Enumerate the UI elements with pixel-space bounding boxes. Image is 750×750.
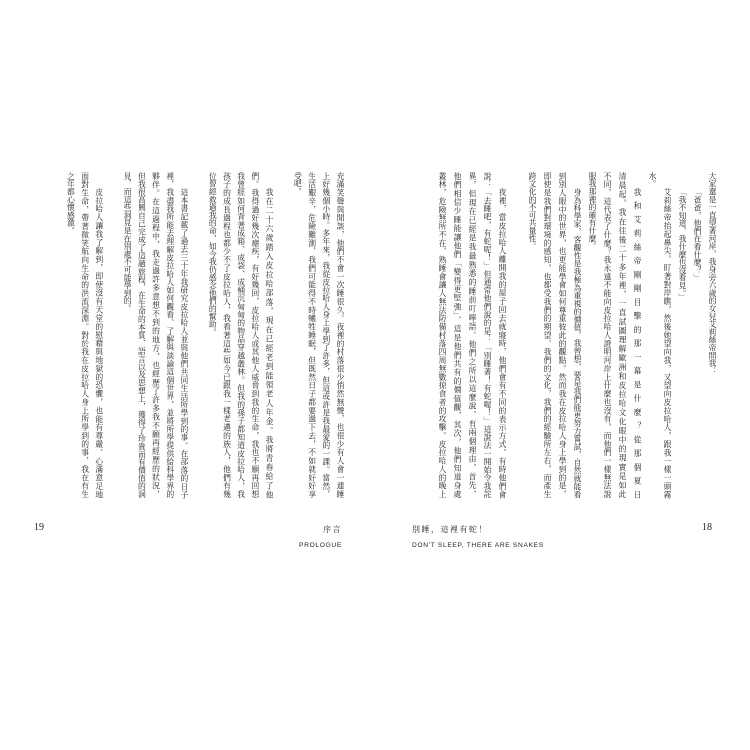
text-column: 皮拉哈人讓我了解到，即使沒有天堂的慰藉與地獄的恐懼，也能有尊嚴、心滿意足地: [94, 187, 104, 498]
text-column: 我曾經如何背著成箱、成袋、成桶沉甸甸的物品穿越叢林。但我的孫子都知道皮拉哈人，我: [236, 172, 246, 498]
text-column: 大家還是一直望著河岸，我身旁六歲的女兒艾莉絲帝問我：: [708, 172, 717, 375]
text-column: 孩子的成長過程也都少不了皮拉哈人，我看著這些如今已跟我一樣老邁的族人，他們有幾: [222, 172, 232, 498]
right-page: [375, 0, 750, 750]
section-break: [191, 172, 205, 498]
text-column: 不同，這代表了什麼？我永遠不能向皮拉哈人證明河岸上什麼也沒有，而他們一樣無法說: [603, 172, 612, 498]
running-title-english: DON'T SLEEP, THERE ARE SNAKES: [412, 542, 544, 549]
text-column: 他們相信少睡能讓他們「變得更堅強」，這是他們共有的價值觀，其次，他們知道身處: [453, 172, 462, 498]
text-column: 這本書記載了過去三十年我研究皮拉哈人並與他們共同生活所學到的事。在部落的日子: [179, 187, 189, 498]
text-column: 即使是我們對環境的感知，也都受我們的期望、我們的文化，我們的經驗所左右，而產生: [543, 172, 552, 498]
text-column: 水。: [648, 172, 657, 188]
text-column: 清晨起，我在往後二十多年裡，一直試圖理解歐洲和皮拉哈文化眼中的現實是如此: [618, 172, 627, 498]
text-column: 充滿笑聲與閒談，他們不會一次睡很久。夜裡的村落很少悄然無聲，也很少有人會一連睡: [336, 172, 345, 498]
text-column: 上好幾個小時。多年來，我從皮拉哈人身上學到了許多，但這或許是我最愛的一課。當然，: [321, 172, 331, 498]
text-column: 位曾經救過我的命，如今我仍感念他們的幫助。: [208, 172, 218, 336]
text-column: 服我那裡的確有什麼。: [588, 172, 597, 250]
text-column: 我在二十六歲踏入皮拉哈部落，現在已經老到能領老人年金。我將青春給了他: [265, 187, 275, 498]
text-column: 受吧。: [293, 172, 303, 196]
text-column: 身為科學家，客觀性是我極為重視的價值，我曾想，要是我們能更努力嘗試，自然就能看: [573, 187, 582, 498]
text-column: 叢林，危險無所不在，熟睡會讓人無法防備村落四周無數掠食者的攻擊。皮拉哈人的晚上: [438, 172, 447, 498]
text-column: 夥伴。在這過程中，我走過許多意想不到的地方，也經歷了許多我不願再經歷的狀況，: [151, 172, 161, 498]
text-column: 們。我得過好幾次瘧疾，有好幾回，皮拉哈人或其他人威脅到我的生命，我也不願再回想: [250, 172, 260, 498]
text-column: 跨文化的不可共量性。: [528, 172, 537, 250]
left-page-body-text: [63, 172, 347, 498]
text-column: 「我不知道，我什麼也沒看見。」: [678, 187, 687, 301]
section-break: [106, 172, 120, 498]
right-page-body-text: [435, 172, 720, 498]
text-column: 面對生命，帶著微笑航向生命的洪流深淵。對於我在皮拉哈人身上所學到的事，我在有生: [80, 172, 90, 498]
text-column: 異，但現在已經是我最熟悉的睡前叮嚀語。他們之所以這麼說，有兩個理由，首先，: [468, 172, 477, 498]
text-column: 但我很高興自己完成了這趟旅程，在生命的本質、語言以及思想上，獲得了珍貴而有價值的洞: [137, 172, 147, 498]
page-number: 18: [702, 522, 712, 533]
page-number: 19: [34, 522, 44, 533]
running-title: 序言: [323, 525, 342, 534]
text-column: 到別人眼中的世界，也更能學會如何尊重彼此的觀點。然而我在皮拉哈人身上學到的是，: [558, 172, 567, 498]
text-column: 艾莉絲帝抬起鼻尖，盯著對岸瞧，然後她望向我，又望向皮拉哈人，跟我一樣一頭霧: [663, 187, 672, 498]
text-column: 生活艱辛，危險難測，我們可能得不時犧牲睡眠，但既然日子都要過下去，不如就好好享: [307, 172, 317, 498]
running-title: 別睡，這裡有蛇！: [412, 525, 488, 534]
text-column: 見，而這些洞見是在別處不可能學到的。: [123, 172, 133, 313]
text-column: 之年都心懷感激。: [66, 172, 76, 235]
text-column: 裡，我盡我所能去理解皮拉哈人如何觀看、了解與談論這個世界，並將所學提供給科學界的: [165, 172, 175, 498]
running-title-english: PROLOGUE: [299, 542, 342, 549]
text-column: 說：「去睡吧，有蛇呢！」但通常他們說的是：「別睡著！有蛇喔！」這說法一開始令我詫: [483, 172, 492, 498]
text-column: 「爸爸，他們在看什麼？」: [693, 187, 702, 282]
section-break: [276, 172, 290, 498]
text-column: 夜裡，當皮拉哈人離開我的屋子回去就寢時，他們會有不同的表示方式，有時他們會: [498, 187, 507, 498]
text-column: 我和艾莉絲帝剛剛目擊的那一幕是什麼？從那個夏日: [633, 187, 642, 498]
section-break: [510, 172, 525, 498]
